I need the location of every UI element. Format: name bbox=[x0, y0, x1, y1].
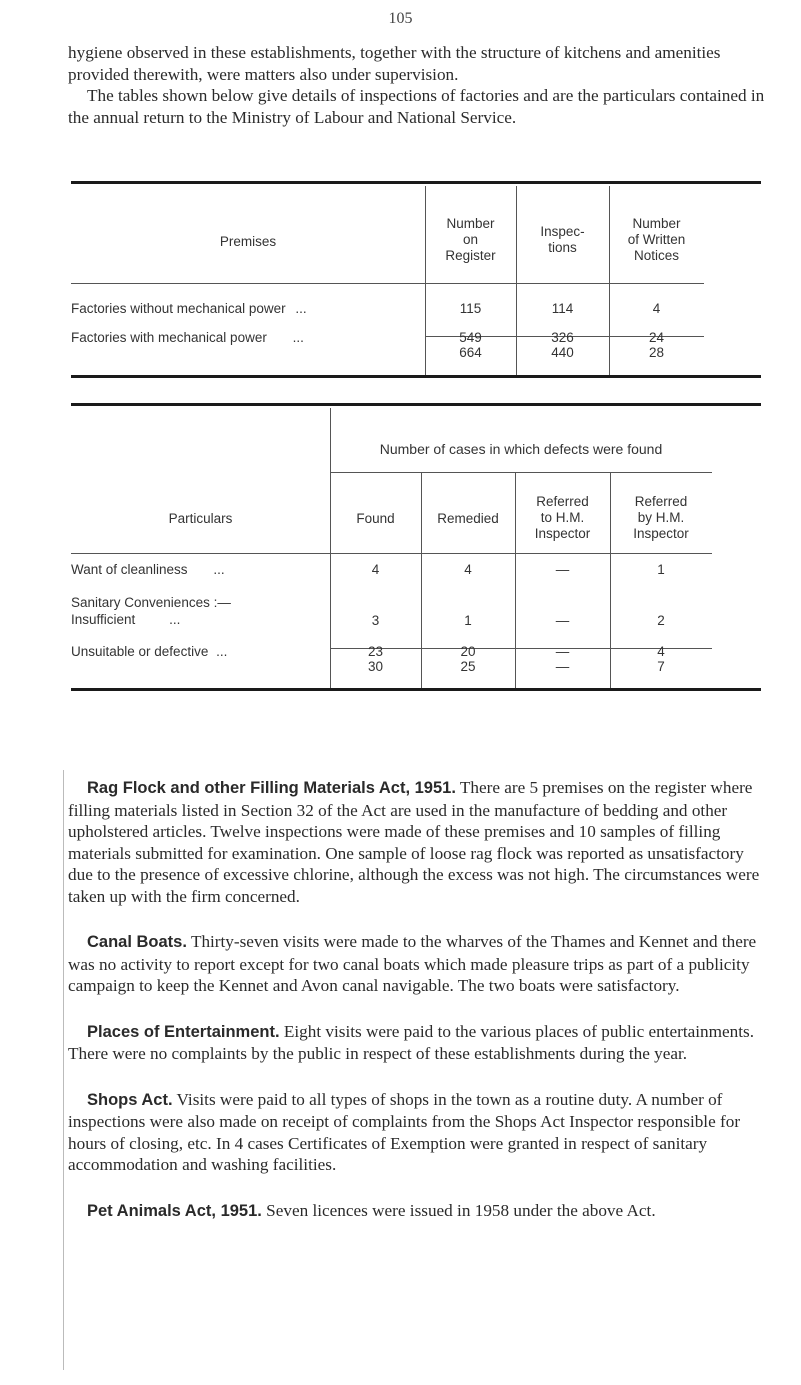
table-top-rule bbox=[71, 181, 761, 184]
table-top-rule bbox=[71, 403, 761, 406]
intro-paragraph-2: The tables shown below give details of inspections of factories and are the particulars contained in the annual return to the Ministry of Labour and National Service. bbox=[68, 86, 765, 127]
factories-inspection-table: Premises Number on Register Inspec- tions Number of Written Notices Factories without mechanical power ... 115 114 4 Factories with mechanical power ... 549 326 24 664 440 28 bbox=[71, 181, 761, 379]
header-referred-by: Referred by H.M. Inspector bbox=[633, 494, 689, 541]
header-referred-to: Referred to H.M. Inspector bbox=[534, 494, 591, 541]
header-notices: Number of Written Notices bbox=[627, 216, 686, 263]
header-particulars: Particulars bbox=[168, 511, 233, 526]
table-bottom-rule bbox=[71, 375, 761, 378]
section-rag-flock: Rag Flock and other Filling Materials Act, 1951. There are 5 premises on the register where filling materials listed in Section 32 of the Act are used in the manufacture of bedding and other upholstered articles. Twelve inspections were made of these premises and 10 samples of filling materials submitted for examination. One sample of loose rag flock was reported as unsatisfactory due to the presence of excessive chlorine, although the excess was not high. The circumstances were taken up with the firm concerned. bbox=[68, 778, 760, 906]
header-remedied: Remedied bbox=[437, 511, 499, 526]
margin-line bbox=[63, 770, 64, 1370]
defects-table: Number of cases in which defects were found Particulars Found Remedied Referred to H.M. Inspector Referred by H.M. Inspector Want of cleanliness ... 4 4 — 1 Sanitary Conveniences :— Insufficient ... 3 1 — 2 Unsuitable or defective ... 23 20 — 4 30 25 — 7 bbox=[71, 403, 761, 693]
report-sections bbox=[68, 777, 768, 1246]
header-register: Number on Register bbox=[445, 216, 496, 263]
header-span-defects: Number of cases in which defects were found bbox=[379, 441, 663, 457]
section-canal-boats: Canal Boats. Thirty-seven visits were made to the wharves of the Thames and Kennet and there was no activity to report except for two canal boats which made pleasure trips as part of a publicity campaign to keep the Kennet and Avon canal navigable. The two boats were satisfactory. bbox=[68, 932, 757, 995]
page-number: 105 bbox=[388, 10, 413, 27]
intro-paragraph-1: hygiene observed in these establishments, together with the structure of kitchens and amenities provided therewith, were matters also under supervision. bbox=[68, 43, 721, 84]
section-places-of-entertainment: Places of Entertainment. Eight visits were paid to the various places of public entertainments. There were no complaints by the public in respect of these establishments during the year. bbox=[68, 1021, 755, 1063]
header-found: Found bbox=[356, 511, 395, 526]
header-inspections: Inspec- tions bbox=[540, 224, 585, 255]
intro-text bbox=[68, 42, 768, 128]
section-shops-act: Shops Act. Visits were paid to all types of shops in the town as a routine duty. A number of inspections were also made on receipt of complaints from the Shops Act Inspector responsible for hours of closing, etc. In 4 cases Certificates of Exemption were granted in respect of sanitary accommodation and washing facilities. bbox=[68, 1089, 741, 1174]
table-bottom-rule bbox=[71, 688, 761, 691]
header-premises: Premises bbox=[219, 234, 277, 249]
section-pet-animals-act: Pet Animals Act, 1951. Seven licences were issued in 1958 under the above Act. bbox=[87, 1200, 656, 1220]
